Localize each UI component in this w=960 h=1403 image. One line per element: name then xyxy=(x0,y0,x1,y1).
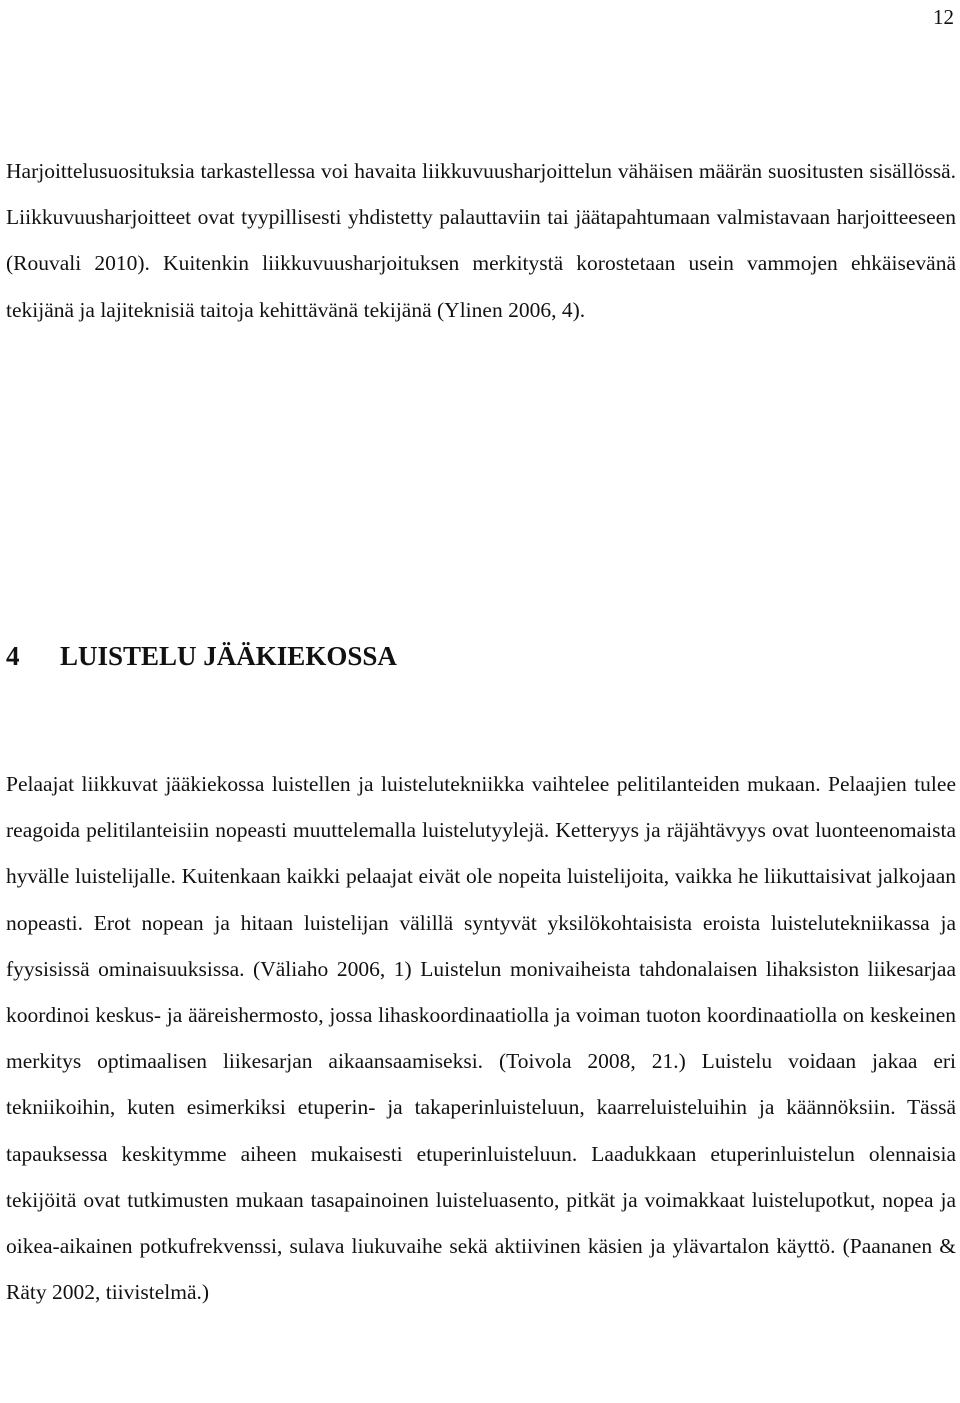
section-paragraph: Pelaajat liikkuvat jääkiekossa luistellen ja luistelutekniikka vaihtelee pelitilanteiden mukaan. Pelaajien tulee reagoida pelitilanteisiin nopeasti muuttelemalla luistelutyylejä. Ketteryys ja räjähtävyys ovat luonteenomaista hyvälle luistelijalle. Kuitenkaan kaikki pelaajat eivät ole nopeita luistelijoita, vaikka he liikuttaisivat jalkojaan nopeasti. Erot nopean ja hitaan luistelijan välillä syntyvät yksilökohtaisista eroista luistelutekniikassa ja fyysisissä ominaisuuksissa. (Väliaho 2006, 1) Luistelun monivaiheista tahdonalaisen lihaksiston liikesarjaa koordinoi keskus- ja ääreishermosto, jossa lihaskoordinaatiolla ja voiman tuoton koordinaatiolla on keskeinen merkitys optimaalisen liikesarjan aikaansaamiseksi. (Toivola 2008, 21.) Luistelu voidaan jakaa eri tekniikoihin, kuten esimerkiksi etuperin- ja takaperinluisteluun, kaarreluisteluihin ja käännöksiin. Tässä tapauksessa keskitymme aiheen mukaisesti etuperinluisteluun. Laadukkaan etuperinluistelun olennaisia tekijöitä ovat tutkimusten mukaan tasapainoinen luisteluasento, pitkät ja voimakkaat luistelupotkut, nopea ja oikea-aikainen potkufrekvenssi, sulava liukuvaihe sekä aktiivinen käsien ja ylävartalon käyttö. (Paananen & Räty 2002, tiivistelmä.) xyxy=(6,772,956,1305)
page-number: 12 xyxy=(933,5,954,29)
section-title: LUISTELU JÄÄKIEKOSSA xyxy=(60,641,397,671)
section-number: 4 xyxy=(6,641,20,671)
section-heading xyxy=(6,634,397,678)
intro-paragraph: Harjoittelusuosituksia tarkastellessa voi havaita liikkuvuusharjoittelun vähäisen määrän suositusten sisällössä. Liikkuvuusharjoitteet ovat tyypillisesti yhdistetty palauttaviin tai jäätapahtumaan valmistavaan harjoitteeseen (Rouvali 2010). Kuitenkin liikkuvuusharjoituksen merkitystä korostetaan usein vammojen ehkäisevänä tekijänä ja lajiteknisiä taitoja kehittävänä tekijänä (Ylinen 2006, 4). xyxy=(6,159,956,322)
